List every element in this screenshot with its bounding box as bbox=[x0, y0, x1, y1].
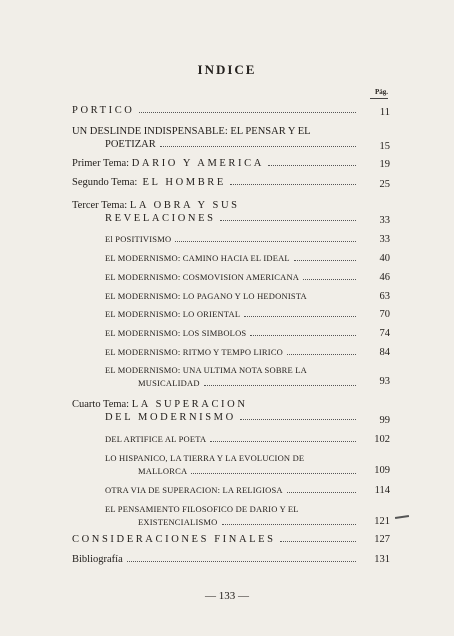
toc-entry-label: El POSITIVISMO bbox=[105, 234, 172, 244]
toc-entry-label: PORTICO bbox=[72, 105, 135, 116]
toc-page-number: 114 bbox=[374, 485, 390, 496]
page-footer-number: — 133 — bbox=[205, 590, 249, 602]
toc-page-number: 70 bbox=[379, 309, 390, 320]
dot-leader bbox=[210, 441, 356, 442]
toc-entry-portico bbox=[72, 104, 358, 117]
toc-entry-tercer-tema bbox=[72, 199, 358, 225]
toc-entry-prefix: Cuarto Tema: bbox=[72, 399, 130, 410]
dot-leader bbox=[127, 561, 356, 562]
toc-entry-label: EL MODERNISMO: UNA ULTIMA NOTA SOBRE LA bbox=[105, 365, 308, 375]
dot-leader bbox=[287, 492, 356, 493]
dot-leader bbox=[303, 279, 356, 280]
toc-subentry bbox=[105, 364, 358, 390]
toc-entry-segundo-tema bbox=[72, 176, 358, 189]
toc-entry-label: LO HISPANICO, LA TIERRA Y LA EVOLUCION DE bbox=[105, 453, 305, 463]
dot-leader bbox=[244, 316, 356, 317]
toc-entry-label: DARIO Y AMERICA bbox=[131, 158, 264, 169]
toc-page-number: 93 bbox=[379, 376, 390, 387]
dot-leader bbox=[222, 524, 357, 525]
toc-entry-prefix: Segundo Tema: bbox=[72, 177, 138, 188]
dot-leader bbox=[240, 419, 356, 420]
toc-subentry bbox=[105, 290, 358, 303]
toc-subentry bbox=[105, 452, 358, 478]
toc-entry-label: Bibliografía bbox=[72, 554, 123, 565]
dot-leader bbox=[250, 335, 356, 336]
toc-page-number: 15 bbox=[379, 141, 390, 152]
dot-leader bbox=[139, 112, 357, 113]
toc-entry-prefix: Primer Tema: bbox=[72, 158, 130, 169]
toc-entry-consideraciones bbox=[72, 533, 358, 546]
toc-entry-label-cont: MUSICALIDAD bbox=[138, 378, 200, 388]
toc-subentry bbox=[105, 308, 358, 321]
toc-entry-label: CONSIDERACIONES FINALES bbox=[72, 534, 276, 545]
toc-page-number: 84 bbox=[379, 347, 390, 358]
dot-leader bbox=[287, 354, 356, 355]
toc-entry-label: EL MODERNISMO: COSMOVISION AMERICANA bbox=[105, 272, 300, 282]
toc-entry-label-cont: EXISTENCIALISMO bbox=[138, 517, 218, 527]
toc-page-number: 40 bbox=[379, 253, 390, 264]
dot-leader bbox=[280, 541, 356, 542]
toc-page-number: 99 bbox=[379, 415, 390, 426]
toc-entry-label: DEL ARTIFICE AL POETA bbox=[105, 434, 207, 444]
toc-page-number: 127 bbox=[374, 534, 390, 545]
toc-entry-bibliografia bbox=[72, 553, 358, 566]
toc-subentry bbox=[105, 503, 358, 529]
toc-entry-label: LA OBRA Y SUS bbox=[129, 200, 240, 211]
toc-page-number: 46 bbox=[379, 272, 390, 283]
toc-subentry bbox=[105, 252, 358, 265]
toc-page-number: 33 bbox=[379, 234, 390, 245]
toc-subentry bbox=[105, 484, 358, 497]
toc-entry-label: EL MODERNISMO: LO ORIENTAL bbox=[105, 309, 241, 319]
toc-page-number: 74 bbox=[379, 328, 390, 339]
toc-subentry bbox=[105, 433, 358, 446]
toc-entry-deslinde bbox=[72, 125, 358, 151]
dot-leader bbox=[220, 220, 356, 221]
toc-entry-cuarto-tema bbox=[72, 398, 358, 424]
dot-leader bbox=[294, 260, 356, 261]
dot-leader bbox=[160, 146, 356, 147]
toc-page-number: 109 bbox=[374, 465, 390, 476]
toc-entry-label-cont: MALLORCA bbox=[138, 466, 188, 476]
toc-entry-label: EL MODERNISMO: LOS SIMBOLOS bbox=[105, 328, 247, 338]
dot-leader bbox=[268, 165, 356, 166]
toc-page-number: 25 bbox=[379, 179, 390, 190]
page-title: INDICE bbox=[197, 62, 257, 77]
toc-entry-label-cont: REVELACIONES bbox=[105, 213, 216, 224]
dot-leader bbox=[204, 385, 356, 386]
toc-page-number: 102 bbox=[374, 434, 390, 445]
page-column-rule bbox=[370, 98, 388, 99]
toc-page-number: 63 bbox=[379, 291, 390, 302]
toc-entry-label: EL PENSAMIENTO FILOSOFICO DE DARIO Y EL bbox=[105, 504, 299, 514]
toc-page-number: 121 bbox=[374, 516, 390, 527]
pen-mark bbox=[395, 515, 409, 519]
toc-subentry bbox=[105, 271, 358, 284]
toc-entry-label: OTRA VIA DE SUPERACION: LA RELIGIOSA bbox=[105, 485, 283, 495]
toc-page-number: 11 bbox=[379, 107, 390, 118]
toc-entry-label: EL MODERNISMO: RITMO Y TEMPO LIRICO bbox=[105, 347, 284, 357]
toc-entry-label: EL MODERNISMO: LO PAGANO Y LO HEDONISTA bbox=[105, 291, 307, 301]
dot-leader bbox=[191, 473, 356, 474]
toc-entry-label: EL MODERNISMO: CAMINO HACIA EL IDEAL bbox=[105, 253, 290, 263]
toc-entry-label: LA SUPERACION bbox=[131, 399, 248, 410]
toc-entry-primer-tema bbox=[72, 157, 358, 170]
toc-subentry bbox=[105, 327, 358, 340]
dot-leader bbox=[230, 184, 356, 185]
page-column-header: Pág. bbox=[374, 88, 388, 96]
toc-page-number: 131 bbox=[374, 554, 390, 565]
toc-page-number: 19 bbox=[379, 159, 390, 170]
toc-subentry bbox=[105, 233, 358, 246]
toc-entry-label-cont: DEL MODERNISMO bbox=[105, 412, 236, 423]
dot-leader bbox=[175, 241, 356, 242]
toc-entry-label: EL HOMBRE bbox=[142, 177, 226, 188]
toc-entry-label-cont: POETIZAR bbox=[105, 139, 156, 150]
toc-entry-label: UN DESLINDE INDISPENSABLE: EL PENSAR Y EL bbox=[72, 126, 311, 137]
toc-entry-prefix: Tercer Tema: bbox=[72, 200, 128, 211]
toc-subentry bbox=[105, 346, 358, 359]
toc-page-number: 33 bbox=[379, 215, 390, 226]
